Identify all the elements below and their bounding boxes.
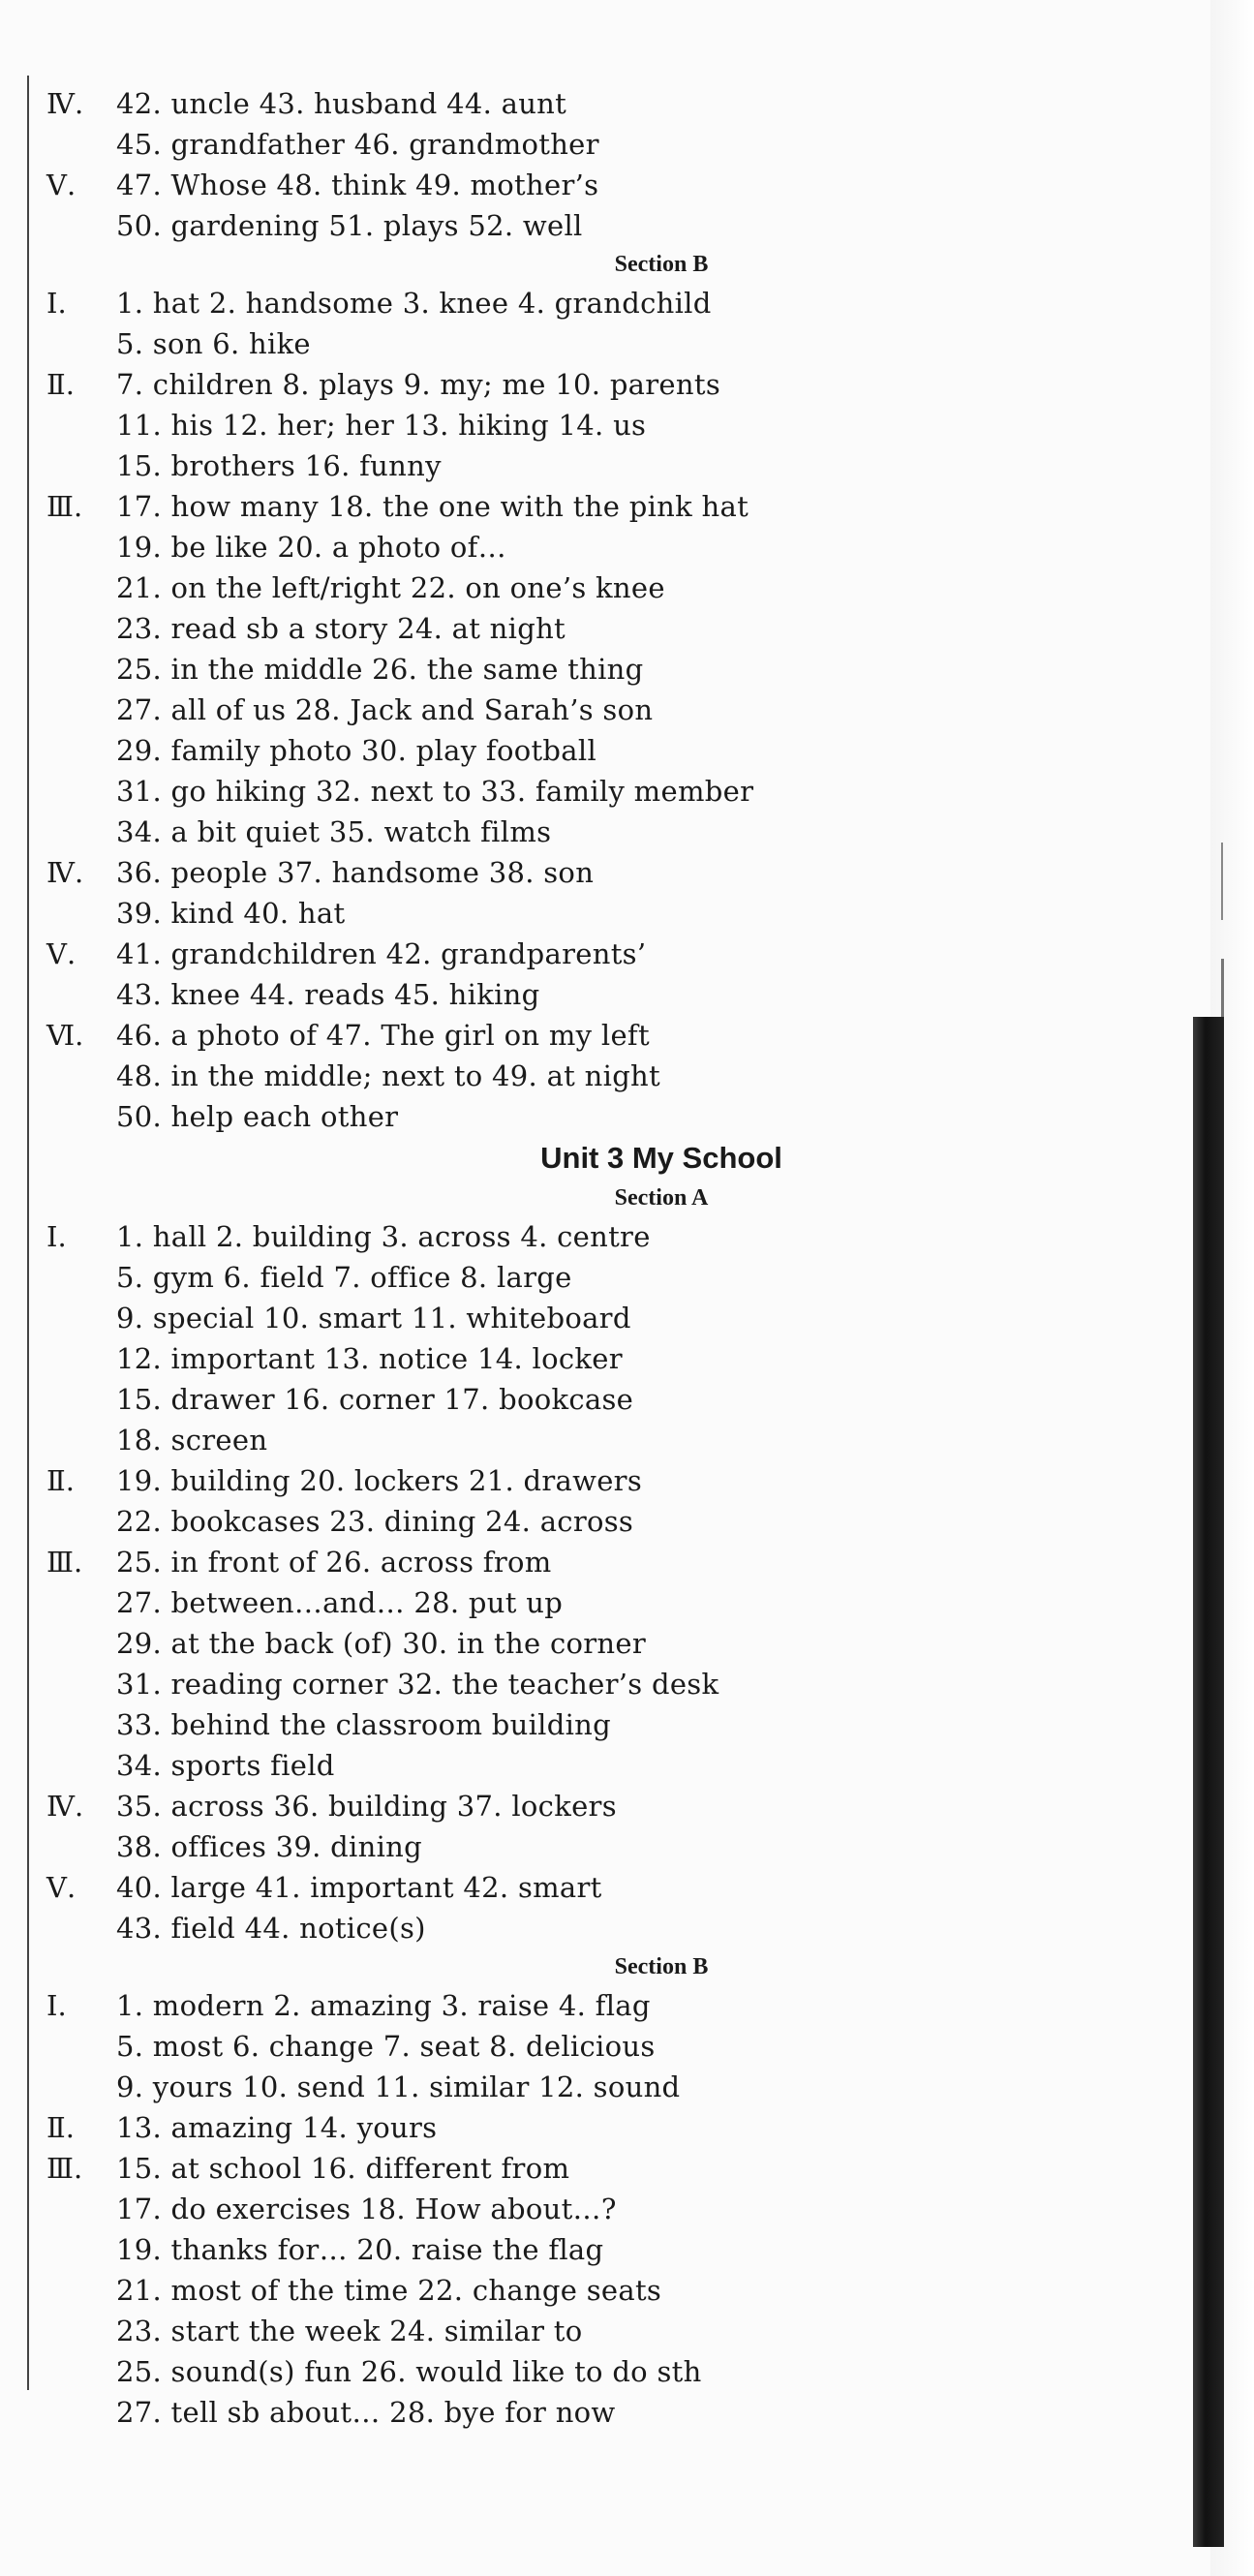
answer-row [46, 1826, 1189, 1867]
answer-row [46, 2067, 1189, 2107]
section-numeral: Ⅱ. [46, 368, 75, 401]
answer-row [46, 283, 1189, 323]
answer-row [46, 1664, 1189, 1704]
answer-text: 43. field 44. notice(s) [116, 1912, 426, 1945]
answer-row [46, 445, 1189, 486]
answer-text: 25. in front of 26. across from [116, 1546, 552, 1579]
answer-row [46, 1460, 1189, 1501]
answer-row [46, 1056, 1189, 1096]
answer-row [46, 405, 1189, 445]
left-margin-rule [27, 76, 29, 2390]
section-numeral: Ⅲ. [46, 2152, 83, 2185]
answer-text: 45. grandfather 46. grandmother [116, 128, 599, 161]
answer-text: 5. son 6. hike [116, 327, 311, 360]
binding-mark [1221, 959, 1224, 1017]
answer-row [46, 165, 1189, 205]
answer-row [46, 1420, 1189, 1460]
answer-text: 23. start the week 24. similar to [116, 2315, 583, 2347]
answer-row [46, 730, 1189, 771]
answer-row [46, 649, 1189, 690]
answer-row [46, 1542, 1189, 1582]
answer-row [46, 1257, 1189, 1298]
section-heading: Section B [614, 1954, 709, 1979]
answer-row [46, 2392, 1189, 2433]
answer-text: 9. special 10. smart 11. whiteboard [116, 1302, 631, 1334]
section-numeral: Ⅴ. [46, 1871, 76, 1904]
answer-row [46, 2148, 1189, 2189]
answer-text: 19. building 20. lockers 21. drawers [116, 1464, 643, 1497]
answer-row [46, 2229, 1189, 2270]
answer-text: 5. gym 6. field 7. office 8. large [116, 1261, 572, 1294]
answer-row [46, 83, 1189, 124]
answer-row [46, 1338, 1189, 1379]
answer-text: 25. in the middle 26. the same thing [116, 653, 644, 686]
answer-row [46, 1745, 1189, 1786]
answer-row [46, 2351, 1189, 2392]
section-heading: Section B [614, 252, 709, 277]
answer-text: 19. be like 20. a photo of… [116, 531, 506, 564]
answer-row [46, 1704, 1189, 1745]
answer-text: 15. at school 16. different from [116, 2152, 570, 2185]
answer-row [46, 323, 1189, 364]
answer-text: 27. between…and… 28. put up [116, 1586, 564, 1619]
section-numeral: Ⅱ. [46, 2111, 75, 2144]
answer-text: 41. grandchildren 42. grandparents’ [116, 937, 647, 970]
answer-row [46, 1501, 1189, 1542]
answer-row [46, 2270, 1189, 2311]
answer-text: 11. his 12. her; her 13. hiking 14. us [116, 409, 647, 442]
answer-text: 12. important 13. notice 14. locker [116, 1342, 623, 1375]
section-numeral: Ⅲ. [46, 490, 83, 523]
answer-row [46, 1985, 1189, 2026]
answer-text: 15. brothers 16. funny [116, 449, 442, 482]
answer-text: 17. how many 18. the one with the pink hat [116, 490, 749, 523]
answer-text: 19. thanks for… 20. raise the flag [116, 2233, 604, 2266]
answer-text: 47. Whose 48. think 49. mother’s [116, 169, 599, 201]
answer-row [46, 690, 1189, 730]
answer-text: 50. help each other [116, 1100, 399, 1133]
answer-text: 23. read sb a story 24. at night [116, 612, 566, 645]
answer-text: 29. at the back (of) 30. in the corner [116, 1627, 647, 1660]
answer-row [46, 771, 1189, 812]
answer-row [46, 205, 1189, 246]
answer-row [46, 1015, 1189, 1056]
answer-text: 34. sports field [116, 1749, 335, 1782]
answer-list [46, 83, 1189, 2433]
answer-text: 27. tell sb about… 28. bye for now [116, 2396, 616, 2429]
answer-row [46, 608, 1189, 649]
answer-row [46, 934, 1189, 974]
answer-text: 5. most 6. change 7. seat 8. delicious [116, 2030, 656, 2063]
answer-text: 9. yours 10. send 11. similar 12. sound [116, 2070, 681, 2103]
page-spine-shadow [1193, 1017, 1224, 2547]
answer-text: 1. modern 2. amazing 3. raise 4. flag [116, 1989, 651, 2022]
answer-row [46, 1786, 1189, 1826]
section-numeral: Ⅴ. [46, 169, 76, 201]
answer-row [46, 2189, 1189, 2229]
answer-text: 36. people 37. handsome 38. son [116, 856, 595, 889]
answer-row [46, 1867, 1189, 1908]
answer-row [46, 486, 1189, 527]
section-numeral: Ⅴ. [46, 937, 76, 970]
answer-text: 25. sound(s) fun 26. would like to do sth [116, 2355, 702, 2388]
answer-text: 38. offices 39. dining [116, 1830, 423, 1863]
section-heading: Section A [614, 1185, 709, 1211]
answer-row [46, 852, 1189, 893]
section-numeral: Ⅰ. [46, 1220, 67, 1253]
answer-row [46, 2311, 1189, 2351]
section-numeral: Ⅰ. [46, 1989, 67, 2022]
answer-row [46, 364, 1189, 405]
answer-row [46, 1096, 1189, 1137]
answer-text: 13. amazing 14. yours [116, 2111, 438, 2144]
answer-text: 1. hat 2. handsome 3. knee 4. grandchild [116, 287, 712, 320]
answer-row [46, 1298, 1189, 1338]
answer-text: 18. screen [116, 1424, 268, 1457]
answer-row [46, 527, 1189, 567]
section-numeral: Ⅵ. [46, 1019, 84, 1052]
answer-text: 33. behind the classroom building [116, 1708, 612, 1741]
answer-text: 48. in the middle; next to 49. at night [116, 1059, 660, 1092]
answer-text: 21. most of the time 22. change seats [116, 2274, 662, 2307]
answer-text: 34. a bit quiet 35. watch films [116, 815, 552, 848]
answer-row [46, 893, 1189, 934]
answer-row [46, 1908, 1189, 1948]
answer-row [46, 124, 1189, 165]
section-numeral: Ⅳ. [46, 856, 84, 889]
section-numeral: Ⅳ. [46, 1790, 84, 1823]
answer-row [46, 2026, 1189, 2067]
answer-text: 35. across 36. building 37. lockers [116, 1790, 617, 1823]
section-numeral: Ⅳ. [46, 87, 84, 120]
answer-text: 7. children 8. plays 9. my; me 10. parents [116, 368, 721, 401]
answer-row [46, 2107, 1189, 2148]
answer-text: 1. hall 2. building 3. across 4. centre [116, 1220, 651, 1253]
answer-text: 15. drawer 16. corner 17. bookcase [116, 1383, 634, 1416]
answer-text: 50. gardening 51. plays 52. well [116, 209, 583, 242]
answer-row [46, 1582, 1189, 1623]
answer-row [46, 1216, 1189, 1257]
answer-text: 39. kind 40. hat [116, 897, 346, 930]
answer-text: 42. uncle 43. husband 44. aunt [116, 87, 567, 120]
section-numeral: Ⅱ. [46, 1464, 75, 1497]
answer-row [46, 974, 1189, 1015]
answer-text: 43. knee 44. reads 45. hiking [116, 978, 540, 1011]
answer-text: 17. do exercises 18. How about…? [116, 2193, 617, 2225]
answer-text: 31. go hiking 32. next to 33. family member [116, 775, 754, 808]
answer-row [46, 812, 1189, 852]
answer-text: 21. on the left/right 22. on one’s knee [116, 571, 665, 604]
answer-row [46, 1623, 1189, 1664]
answer-text: 22. bookcases 23. dining 24. across [116, 1505, 634, 1538]
answer-text: 40. large 41. important 42. smart [116, 1871, 602, 1904]
answer-text: 46. a photo of 47. The girl on my left [116, 1019, 650, 1052]
answer-row [46, 567, 1189, 608]
binding-mark [1221, 843, 1223, 920]
answer-text: 29. family photo 30. play football [116, 734, 597, 767]
section-numeral: Ⅲ. [46, 1546, 83, 1579]
unit-title: Unit 3 My School [540, 1141, 782, 1175]
section-numeral: Ⅰ. [46, 287, 67, 320]
answer-text: 27. all of us 28. Jack and Sarah’s son [116, 693, 654, 726]
answer-text: 31. reading corner 32. the teacher’s desk [116, 1668, 719, 1701]
answer-row [46, 1379, 1189, 1420]
